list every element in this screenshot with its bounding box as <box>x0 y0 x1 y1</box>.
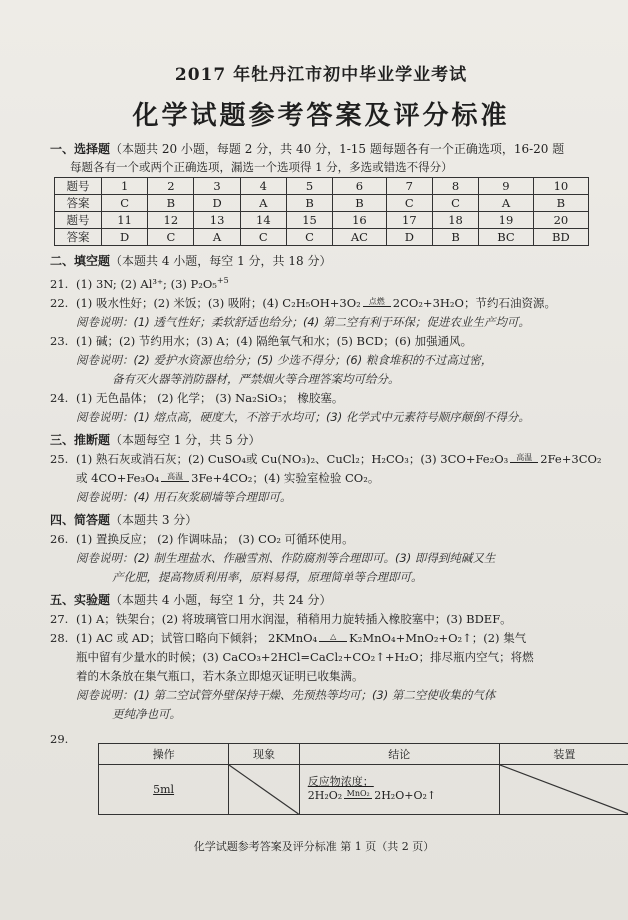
answer-text: 或 4CO+Fe₃O₄ <box>76 470 160 485</box>
exam-title: 2017 年牡丹江市初中毕业学业考试 <box>174 65 468 85</box>
reaction-condition <box>363 297 391 309</box>
table-cell: B <box>533 195 588 212</box>
table-cell: C <box>386 195 432 212</box>
table-cell: A <box>194 229 240 246</box>
section-heading: 三、推断题 <box>50 432 111 447</box>
question-number: 25. <box>50 451 69 466</box>
question-21 <box>50 271 592 294</box>
reaction-arrow <box>510 462 538 465</box>
section-multiple-choice <box>50 140 592 157</box>
table-cell: A <box>479 195 534 212</box>
section-note-continued: 每题各有一个或两个正确选项，漏选一个选项得 1 分，多选或错选不得分） <box>70 160 453 174</box>
table-cell: D <box>386 229 432 246</box>
reaction-arrow <box>319 641 347 644</box>
section-experiment <box>50 591 592 608</box>
table-row <box>55 212 589 229</box>
column-header: 操作 <box>99 743 229 764</box>
table-cell-crossed <box>229 764 300 814</box>
section-fill-in <box>50 252 592 269</box>
table-cell: B <box>432 229 478 246</box>
table-cell: C <box>148 229 194 246</box>
cell-equation <box>308 789 499 803</box>
table-cell: 19 <box>479 212 534 229</box>
table-cell: 1 <box>102 178 148 195</box>
question-number: 24. <box>50 390 69 405</box>
grading-note: 阅卷说明：(1) 熔点高，硬度大，不溶于水均可；(3) 化学式中元素符号顺序颠倒不得分。 <box>76 409 530 424</box>
row-label: 答案 <box>55 229 102 246</box>
table-cell: BC <box>479 229 534 246</box>
table-cell: 12 <box>148 212 194 229</box>
cell-text: 2H₂O₂ <box>307 789 343 803</box>
table-cell: 2 <box>148 178 194 195</box>
answer-text: 3Fe+4CO₂；(4) 实验室检验 CO₂。 <box>191 470 380 485</box>
table-cell: 20 <box>533 212 588 229</box>
grading-note: 阅卷说明：(1) 第二空试管外壁保持干燥、先预热等均可；(3) 第二空使收集的气体 <box>76 687 496 702</box>
table-cell: C <box>432 195 478 212</box>
section-note: （本题共 3 分） <box>110 512 198 527</box>
diagonal-line <box>229 765 299 814</box>
diagonal-line <box>500 765 628 814</box>
answer-text: K₂MnO₄+MnO₂+O₂↑；(2) 集气 <box>349 630 527 645</box>
question-number: 29. <box>50 731 69 746</box>
table-header-row <box>99 743 628 764</box>
cell-text: 反应物浓度； <box>307 775 374 789</box>
table-cell: 3 <box>194 178 240 195</box>
table-cell <box>299 764 499 814</box>
table-cell: 11 <box>102 212 148 229</box>
table-row <box>55 229 589 246</box>
question-25 <box>50 450 602 469</box>
section-note: （本题每空 1 分，共 5 分） <box>110 432 261 447</box>
reaction-arrow <box>344 798 372 801</box>
grading-note: 产化肥，提高物质利用率，原料易得，原理简单等合理即可。 <box>112 569 423 584</box>
table-cell: 6 <box>333 178 387 195</box>
table-cell: 7 <box>386 178 432 195</box>
section-heading: 五、实验题 <box>50 592 111 607</box>
table-cell: 10 <box>533 178 588 195</box>
row-label: 题号 <box>55 212 102 229</box>
table-cell: C <box>240 229 286 246</box>
table-cell: BD <box>533 229 588 246</box>
grading-note: 备有灭火器等消防器材，严禁烟火等合理答案均可给分。 <box>112 371 400 386</box>
question-23 <box>50 332 592 351</box>
reaction-condition <box>510 453 538 465</box>
table-cell: AC <box>333 229 387 246</box>
row-label: 题号 <box>55 178 102 195</box>
question-number: 23. <box>50 333 69 348</box>
answer-text: 瓶中留有少量水的时候；(3) CaCO₃+2HCl=CaCl₂+CO₂↑+H₂O；排尽瓶内空气；将燃 <box>76 649 534 664</box>
question-number: 26. <box>50 531 69 546</box>
reaction-condition <box>161 472 189 484</box>
grading-note: 阅卷说明：(1) 透气性好；柔软舒适也给分；(4) 第二空有利于环保；促进农业生产均可。 <box>76 314 530 329</box>
question-number: 22. <box>50 295 69 310</box>
table-cell: 9 <box>479 178 534 195</box>
column-header: 装置 <box>499 743 628 764</box>
table-row <box>55 195 589 212</box>
question-27 <box>50 610 592 629</box>
table-cell: 18 <box>432 212 478 229</box>
section-inference <box>50 431 592 448</box>
table-cell: 17 <box>386 212 432 229</box>
answer-text: 2CO₂+3H₂O；节约石油资源。 <box>392 295 556 310</box>
grading-note: 阅卷说明：(4) 用石灰浆刷墙等合理即可。 <box>76 489 292 504</box>
section-heading: 二、填空题 <box>50 254 111 268</box>
answer-text: (1) 吸水性好；(2) 米饭；(3) 吸附；(4) C₂H₅OH+3O₂ <box>76 295 361 310</box>
answer-text: (1) 置换反应； (2) 作调味品； (3) CO₂ 可循环使用。 <box>76 531 354 546</box>
answer-text: (1) 熟石灰或消石灰；(2) CuSO₄或 Cu(NO₃)₂、CuCl₂；H₂CO₃；(3) 3CO+Fe₂O₃ <box>76 451 509 466</box>
table-cell: 4 <box>240 178 286 195</box>
section-heading: 四、简答题 <box>50 512 111 527</box>
table-cell: 16 <box>333 212 387 229</box>
table-cell: C <box>102 195 148 212</box>
column-header: 结论 <box>299 743 499 764</box>
section-note: （本题共 20 小题，每题 2 分，共 40 分，1-15 题每题各有一个正确选项，16-20 题 <box>110 142 565 156</box>
answer-text: (1) A；铁架台；(2) 将玻璃管口用水润湿，稍稍用力旋转插入橡胶塞中；(3) BDEF。 <box>76 611 512 626</box>
table-cell <box>99 764 229 814</box>
reaction-condition <box>344 789 372 801</box>
experiment-table <box>98 743 628 815</box>
question-26 <box>50 530 592 549</box>
reaction-arrow <box>161 481 189 484</box>
question-22 <box>50 294 592 313</box>
valence-mark: +5 <box>216 276 229 285</box>
table-cell: C <box>286 229 332 246</box>
table-cell: 8 <box>432 178 478 195</box>
cell-text: 5ml <box>153 782 175 796</box>
question-number: 21. <box>50 276 69 291</box>
table-cell-crossed <box>499 764 628 814</box>
grading-note: 阅卷说明：(2) 制生理盐水、作融雪剂、作防腐剂等合理即可。(3) 即得到纯碱又生 <box>76 550 496 565</box>
cell-text: 2H₂O+O₂↑ <box>374 789 437 803</box>
question-number: 28. <box>50 630 69 645</box>
question-25-continued <box>50 469 592 488</box>
table-row <box>55 178 589 195</box>
condition-text: 点燃 <box>368 296 385 306</box>
page-footer: 化学试题参考答案及评分标准 第 1 页（共 2 页） <box>193 840 435 853</box>
table-cell: B <box>286 195 332 212</box>
row-label: 答案 <box>55 195 102 212</box>
reaction-condition <box>319 632 347 644</box>
column-header: 现象 <box>229 743 300 764</box>
grading-note: 更纯净也可。 <box>112 706 181 721</box>
section-short-answer <box>50 511 592 528</box>
answer-text: (1) 无色晶体； (2) 化学； (3) Na₂SiO₃； 橡胶塞。 <box>76 390 344 405</box>
table-cell: B <box>333 195 387 212</box>
question-28 <box>50 629 592 648</box>
section-note: （本题共 4 小题，每空 1 分，共 18 分） <box>110 254 332 268</box>
condition-text: 高温 <box>516 452 533 462</box>
condition-text: △ <box>330 631 337 641</box>
answer-text: (1) 碱；(2) 节约用水；(3) A；(4) 隔绝氧气和水；(5) BCD；(6) 加强通风。 <box>76 333 473 348</box>
table-cell: B <box>148 195 194 212</box>
table-row <box>99 764 628 814</box>
grading-note: 阅卷说明：(2) 爱护水资源也给分；(5) 少选不得分；(6) 粮食堆积的不过高过密， <box>76 352 493 367</box>
document-title: 化学试题参考答案及评分标准 <box>132 101 510 131</box>
reaction-arrow <box>363 306 391 309</box>
table-cell: 14 <box>240 212 286 229</box>
answer-text: (1) AC 或 AD；试管口略向下倾斜； 2KMnO₄ <box>76 630 318 645</box>
table-cell: 13 <box>194 212 240 229</box>
table-cell: D <box>102 229 148 246</box>
table-cell: D <box>194 195 240 212</box>
section-note: （本题共 4 小题，每空 1 分，共 24 分） <box>110 592 332 607</box>
question-24 <box>50 389 592 408</box>
choice-answer-table <box>54 177 589 246</box>
condition-text: MnO₂ <box>346 789 370 799</box>
table-cell: 5 <box>286 178 332 195</box>
table-cell: A <box>240 195 286 212</box>
question-number: 27. <box>50 611 69 626</box>
section-heading: 一、选择题 <box>50 142 111 156</box>
answer-text: (1) 3N; (2) Al³⁺; (3) P₂O₅ <box>76 276 217 291</box>
answer-text: 2Fe+3CO₂ <box>540 451 602 466</box>
answer-text: 着的木条放在集气瓶口，若木条立即熄灭证明已收集满。 <box>76 668 364 683</box>
table-cell: 15 <box>286 212 332 229</box>
condition-text: 高温 <box>167 471 184 481</box>
